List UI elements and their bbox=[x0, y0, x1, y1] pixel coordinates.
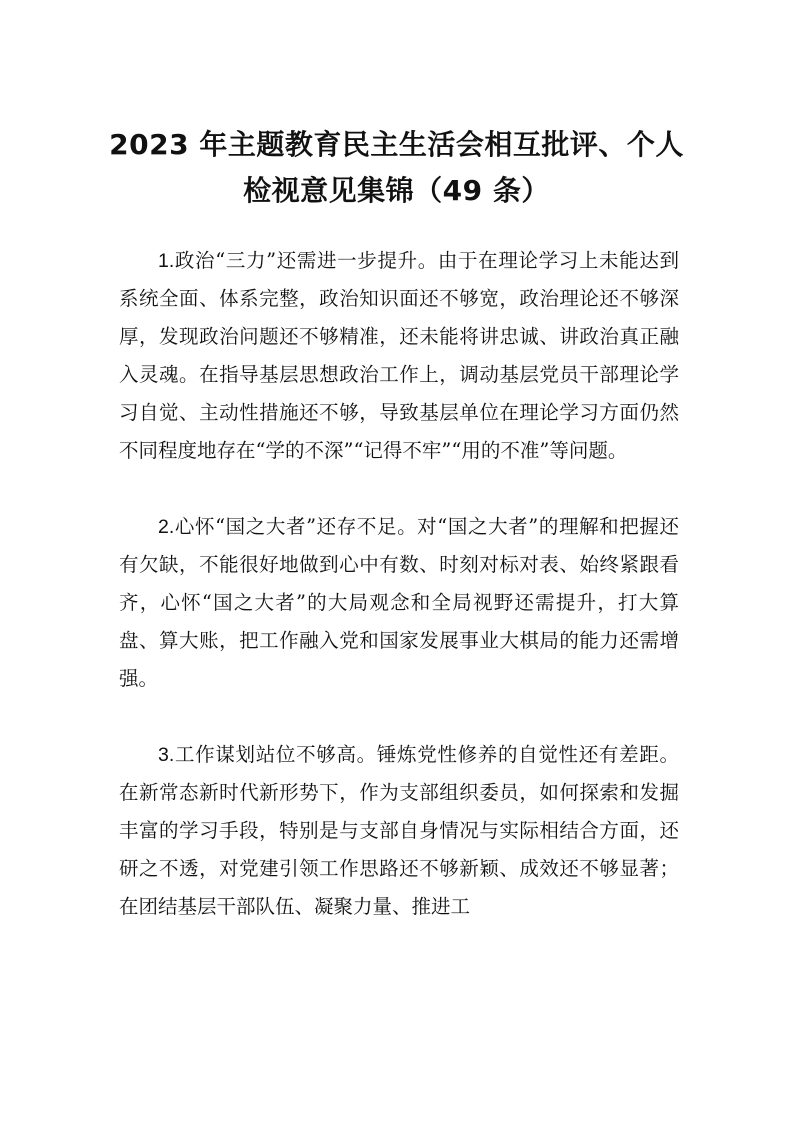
paragraph-1 bbox=[119, 242, 679, 470]
paragraph-text: 政治“三力”还需进一步提升。由于在理论学习上未能达到系统全面、体系完整，政治知识面还不够宽，政治理论还不够深厚，发现政治问题还不够精准，还未能将讲忠诚、讲政治真正融入灵魂。在指导基层思想政治工作上，调动基层党员干部理论学习自觉、主动性措施还不够，导致基层单位在理论学习方面仍然不同程度地存在“学的不深”“记得不牢”“用的不准”等问题。 bbox=[119, 249, 679, 462]
title-line-2: 检视意见集锦（49 条） bbox=[243, 174, 550, 207]
title-line-1: 2023 年主题教育民主生活会相互批评、个人 bbox=[109, 128, 684, 161]
paragraph-number: 1. bbox=[158, 250, 175, 272]
paragraph-2 bbox=[119, 508, 679, 698]
paragraph-text: 心怀“国之大者”还存不足。对“国之大者”的理解和把握还有欠缺，不能很好地做到心中有数、时刻对标对表、始终紧跟看齐，心怀“国之大者”的大局观念和全局视野还需提升，打大算盘、算大账，把工作融入党和国家发展事业大棋局的能力还需增强。 bbox=[119, 515, 679, 690]
paragraph-text: 工作谋划站位不够高。锤炼党性修养的自觉性还有差距。在新常态新时代新形势下，作为支部组织委员，如何探索和发掘丰富的学习手段，特别是与支部自身情况与实际相结合方面，还研之不透，对党建引领工作思路还不够新颖、成效还不够显著；在团结基层干部队伍、凝聚力量、推进工 bbox=[119, 743, 679, 918]
paragraph-number: 2. bbox=[158, 516, 175, 538]
paragraph-number: 3. bbox=[158, 744, 175, 766]
paragraph-3 bbox=[119, 736, 679, 926]
document-title bbox=[90, 122, 703, 214]
document-body bbox=[119, 242, 679, 964]
